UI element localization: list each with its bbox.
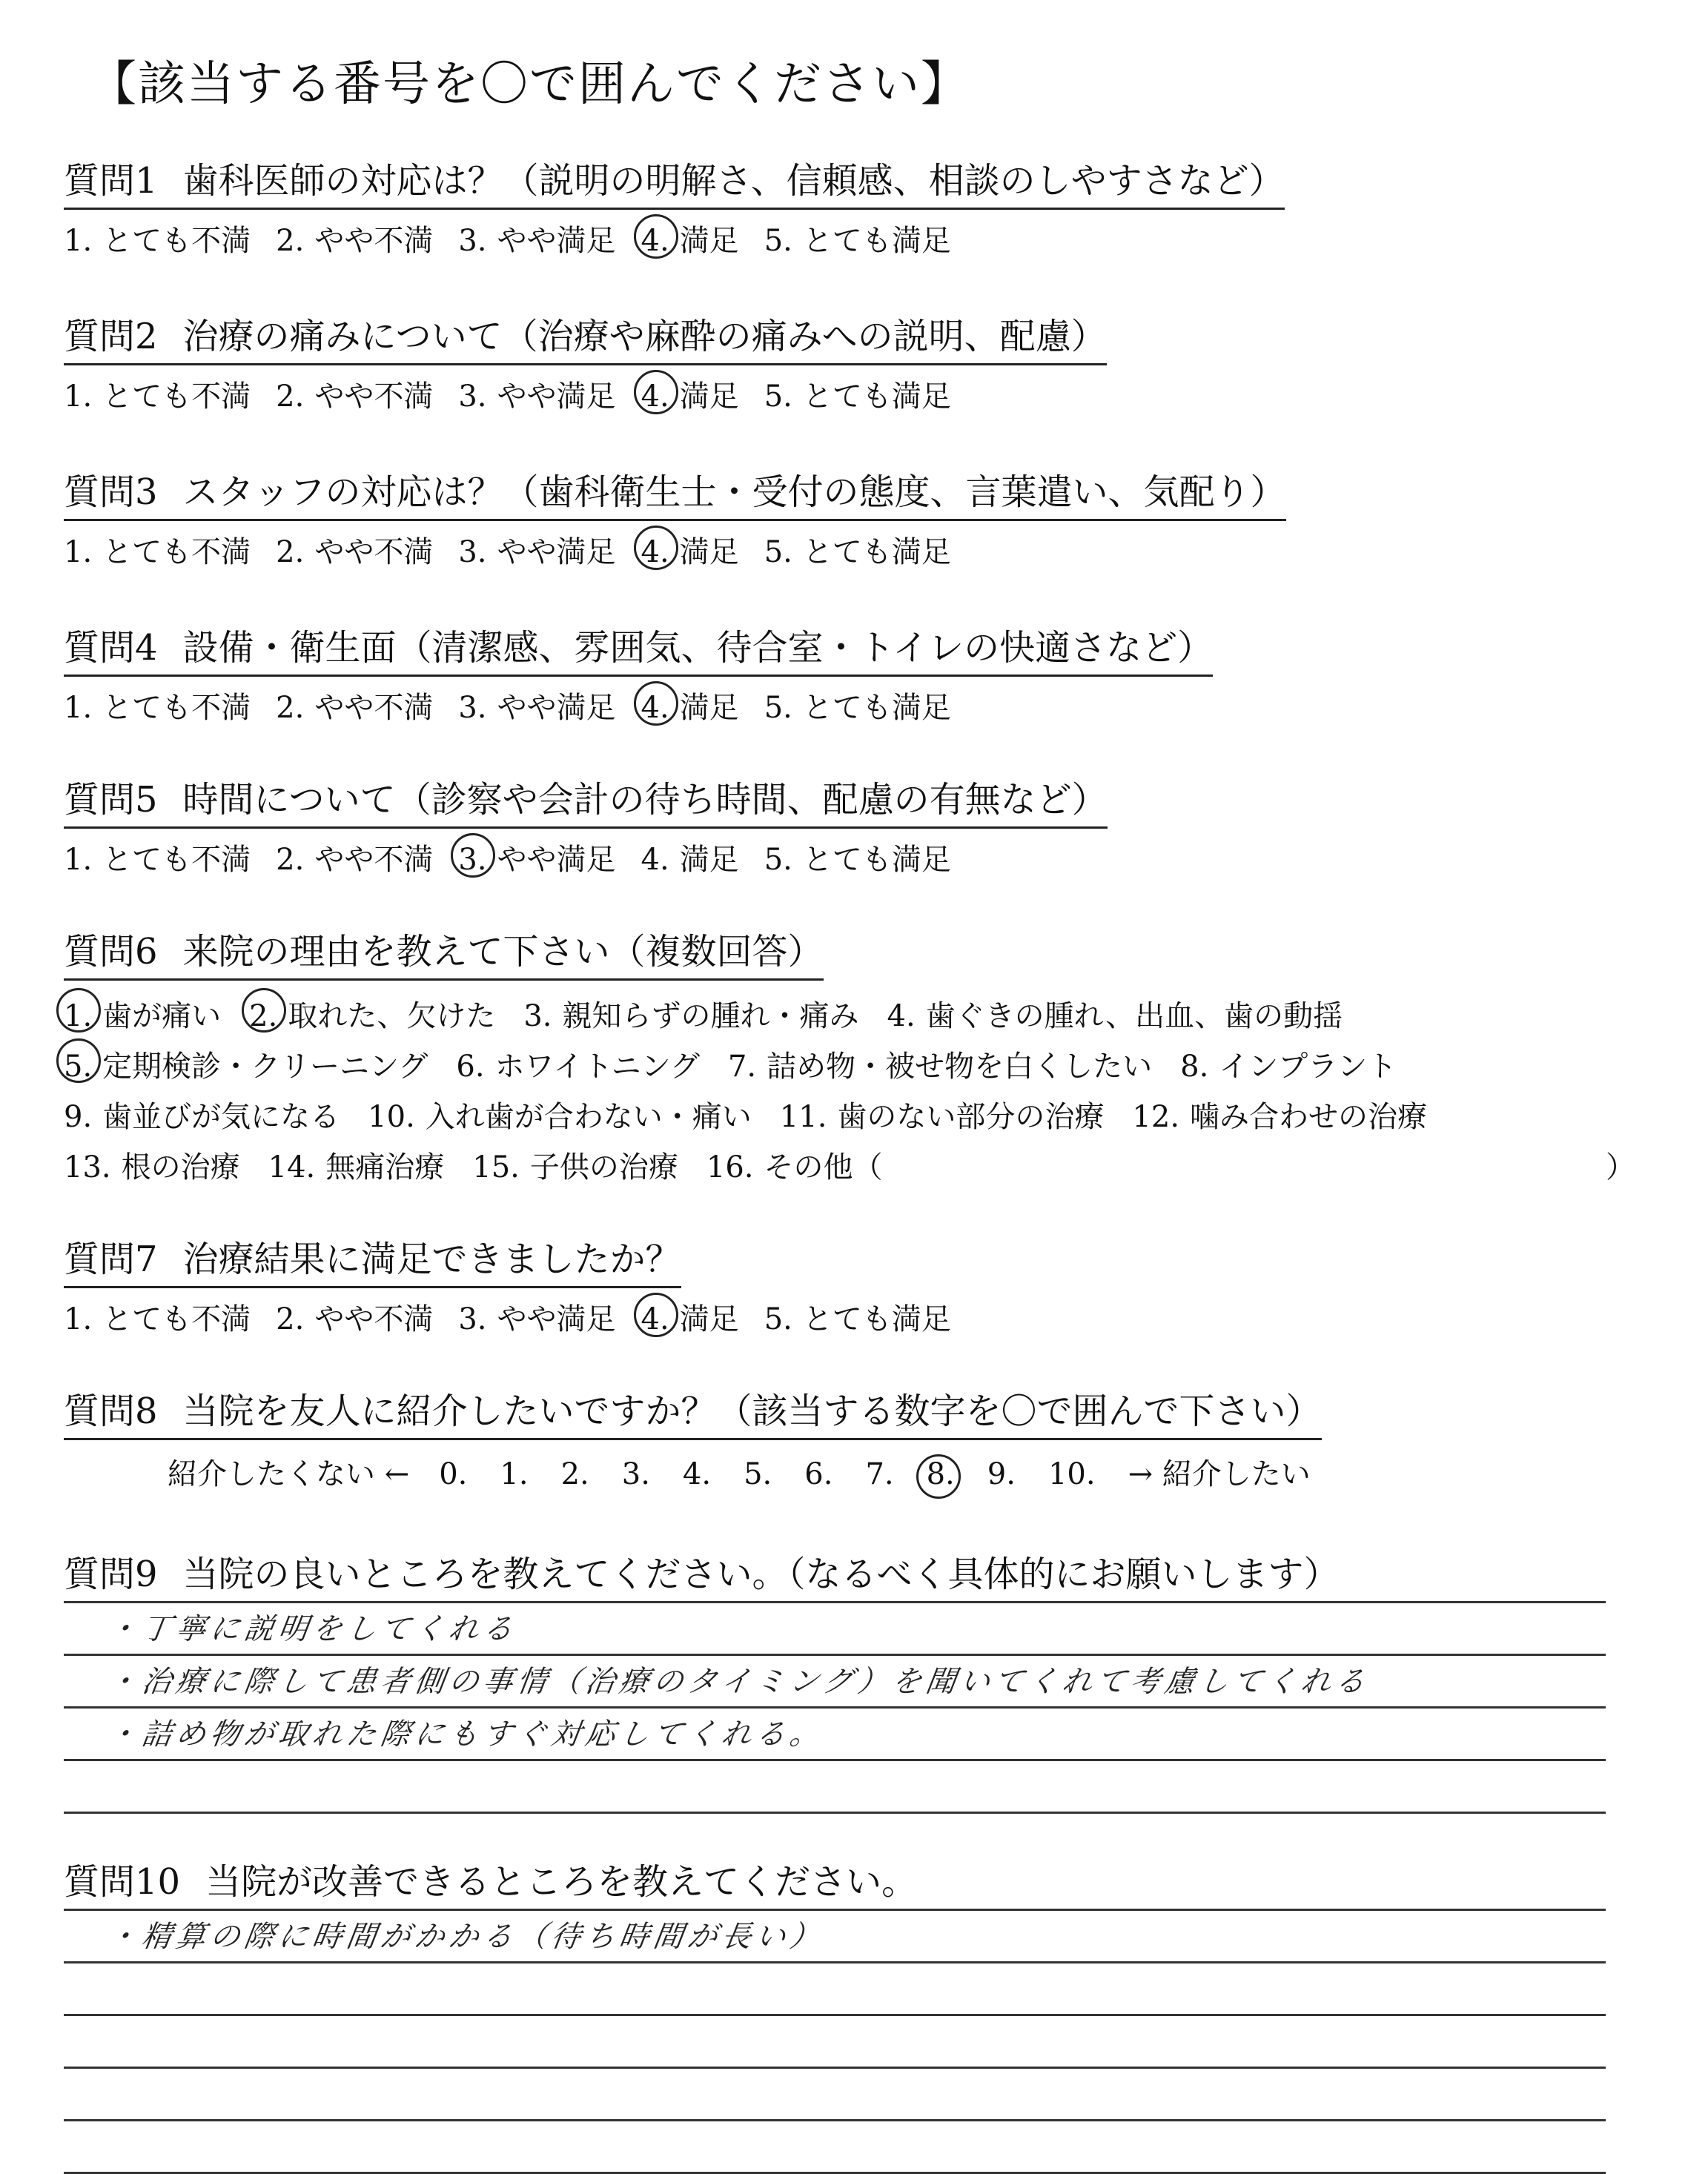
answer-option[interactable] bbox=[64, 373, 251, 415]
option-number: 5. bbox=[764, 691, 792, 725]
option-number: 16. bbox=[706, 1150, 754, 1184]
question-number: 質問7 bbox=[64, 1239, 158, 1280]
option-label: やや不満 bbox=[314, 843, 434, 877]
option-number: 8. bbox=[1180, 1050, 1209, 1084]
option-number: 1. bbox=[64, 380, 93, 414]
question-header bbox=[64, 1230, 681, 1288]
handwritten-answer: ・丁寧に説明をしてくれる bbox=[105, 1612, 520, 1646]
option-label: 満足 bbox=[679, 535, 739, 569]
option-number: 1. bbox=[64, 1302, 93, 1336]
selected-option-number: 4. bbox=[640, 1302, 669, 1336]
option-number: 5. bbox=[764, 843, 792, 877]
question-text: 当院を友人に紹介したいですか？（該当する数字を〇で囲んで下さい） bbox=[182, 1391, 1322, 1432]
choice-row: 13. 根の治療 14. 無痛治療 15. 子供の治療 16. その他（ ） bbox=[64, 1142, 1455, 1193]
option-number: 15. bbox=[472, 1150, 520, 1184]
answer-option[interactable] bbox=[458, 373, 615, 415]
answer-option[interactable] bbox=[641, 217, 739, 259]
answer-options bbox=[64, 684, 1213, 726]
scale-option[interactable] bbox=[987, 1457, 1026, 1491]
option-label: やや満足 bbox=[497, 535, 616, 569]
option-label: やや不満 bbox=[314, 535, 434, 569]
option-label: 満足 bbox=[679, 380, 739, 414]
question-block bbox=[64, 1230, 976, 1338]
option-label: 歯並びが気になる bbox=[102, 1100, 340, 1134]
option-label: やや満足 bbox=[497, 843, 616, 877]
question-block bbox=[64, 619, 1213, 726]
scale-option[interactable] bbox=[622, 1457, 661, 1491]
option-label: 歯のない部分の治療 bbox=[837, 1100, 1105, 1134]
question-block bbox=[64, 923, 1635, 1193]
question-number: 質問8 bbox=[64, 1391, 158, 1432]
answer-line bbox=[64, 1894, 1606, 1911]
question-number: 質問2 bbox=[64, 316, 158, 357]
answer-line[interactable] bbox=[64, 1656, 1606, 1709]
question-number: 質問5 bbox=[64, 779, 158, 821]
scale-number: 2. bbox=[560, 1457, 589, 1491]
question-text: 設備・衛生面（清潔感、雰囲気、待合室・トイレの快適さなど） bbox=[182, 627, 1214, 669]
question-text: 歯科医師の対応は？（説明の明解さ、信頼感、相談のしやすさなど） bbox=[182, 160, 1285, 202]
option-number: 2. bbox=[276, 691, 305, 725]
scale-number: 0. bbox=[439, 1457, 468, 1491]
answer-option[interactable] bbox=[276, 528, 433, 571]
option-number: 1. bbox=[64, 691, 93, 725]
handwritten-answer: ・治療に際して患者側の事情（治療のタイミング）を聞いてくれて考慮してくれる bbox=[105, 1665, 1372, 1699]
answer-option[interactable] bbox=[764, 217, 951, 259]
answer-line[interactable] bbox=[64, 2121, 1606, 2174]
answer-line[interactable] bbox=[64, 1603, 1606, 1656]
answer-line bbox=[64, 1586, 1606, 1603]
answer-option[interactable] bbox=[1180, 1041, 1397, 1092]
answer-option[interactable] bbox=[456, 1041, 700, 1092]
scale-number: 6. bbox=[804, 1457, 833, 1491]
option-number: 3. bbox=[458, 1302, 487, 1336]
option-number: 2. bbox=[276, 1302, 305, 1336]
option-number: 1. bbox=[64, 224, 93, 258]
answer-option[interactable] bbox=[472, 1142, 678, 1193]
question-header bbox=[64, 308, 1107, 365]
answer-option[interactable] bbox=[641, 528, 739, 571]
answer-option[interactable] bbox=[458, 217, 615, 259]
option-label: とても不満 bbox=[102, 691, 251, 725]
option-number: 3. bbox=[458, 691, 487, 725]
option-number: 2. bbox=[276, 380, 305, 414]
question-block bbox=[64, 771, 1108, 878]
selected-option-number: 4. bbox=[640, 535, 669, 569]
selected-option-number: 1. bbox=[64, 991, 92, 1041]
answer-options bbox=[64, 528, 1286, 571]
option-number: 4. bbox=[640, 843, 669, 877]
question-text: 治療の痛みについて（治療や麻酔の痛みへの説明、配慮） bbox=[182, 316, 1107, 357]
option-number: 3. bbox=[523, 999, 552, 1033]
option-label: 定期検診・クリーニング bbox=[102, 1050, 428, 1084]
answer-option[interactable] bbox=[764, 836, 951, 878]
option-label: インプラント bbox=[1219, 1050, 1397, 1084]
question-number: 質問1 bbox=[64, 160, 158, 202]
answer-option[interactable] bbox=[64, 836, 251, 878]
answer-option[interactable] bbox=[249, 991, 495, 1041]
answer-option[interactable] bbox=[368, 1092, 752, 1142]
answer-option[interactable] bbox=[458, 684, 615, 726]
question-block bbox=[64, 1382, 1322, 1493]
answer-option[interactable] bbox=[458, 528, 615, 571]
answer-option[interactable] bbox=[64, 991, 221, 1041]
option-label: 満足 bbox=[679, 691, 739, 725]
option-label: 無痛治療 bbox=[325, 1150, 445, 1184]
choice-row bbox=[64, 991, 1455, 1041]
option-label: ホワイトニング bbox=[494, 1050, 700, 1084]
scale-option[interactable] bbox=[439, 1457, 477, 1491]
option-number: 1. bbox=[64, 535, 93, 569]
answer-option[interactable] bbox=[458, 836, 615, 878]
answer-option[interactable] bbox=[268, 1142, 445, 1193]
option-label: やや不満 bbox=[314, 224, 434, 258]
question-text: 治療結果に満足できましたか？ bbox=[182, 1239, 681, 1280]
answer-option[interactable] bbox=[641, 1296, 739, 1338]
option-label: やや満足 bbox=[497, 224, 616, 258]
answer-option[interactable] bbox=[64, 684, 251, 726]
option-label: とても不満 bbox=[102, 224, 251, 258]
selected-option-number: 5. bbox=[64, 1041, 92, 1092]
answer-option[interactable] bbox=[276, 836, 433, 878]
answer-options bbox=[64, 1296, 976, 1338]
option-label: 根の治療 bbox=[121, 1150, 240, 1184]
answer-option[interactable] bbox=[458, 1296, 615, 1338]
option-label: とても満足 bbox=[802, 380, 951, 414]
option-label: やや満足 bbox=[497, 691, 616, 725]
question-number: 質問10 bbox=[64, 1861, 181, 1903]
question-block bbox=[64, 463, 1286, 571]
question-header bbox=[64, 1382, 1322, 1440]
answer-option[interactable] bbox=[64, 528, 251, 571]
scale-option[interactable] bbox=[561, 1457, 600, 1491]
option-label: とても不満 bbox=[102, 843, 251, 877]
option-label: 親知らずの腫れ・痛み bbox=[562, 999, 859, 1033]
answer-option[interactable] bbox=[764, 684, 951, 726]
answer-options bbox=[64, 373, 1107, 415]
question-header bbox=[64, 152, 1285, 210]
selected-option-number: 4. bbox=[640, 380, 669, 414]
option-number: 3. bbox=[458, 224, 487, 258]
option-number: 6. bbox=[456, 1050, 485, 1084]
option-label: 歯が痛い bbox=[102, 999, 222, 1033]
option-label: とても満足 bbox=[802, 691, 951, 725]
choice-row bbox=[64, 1041, 1455, 1092]
answer-options bbox=[64, 217, 1285, 259]
question-header bbox=[64, 771, 1108, 829]
answer-option[interactable] bbox=[764, 1296, 951, 1338]
option-label: 満足 bbox=[679, 1302, 739, 1336]
option-number: 2. bbox=[276, 843, 305, 877]
option-number: 5. bbox=[764, 380, 792, 414]
answer-option[interactable] bbox=[276, 373, 433, 415]
option-label: やや不満 bbox=[314, 1302, 434, 1336]
answer-line[interactable] bbox=[64, 1963, 1606, 2016]
option-label: 詰め物・被せ物を白くしたい bbox=[767, 1050, 1153, 1084]
question-number: 質問6 bbox=[64, 931, 158, 972]
option-label: 子供の治療 bbox=[529, 1150, 678, 1184]
answer-option[interactable] bbox=[641, 684, 739, 726]
question-text: 当院の良いところを教えてください。（なるべく具体的にお願いします） bbox=[182, 1554, 1340, 1595]
selected-option-number: 3. bbox=[458, 843, 487, 877]
answer-lines bbox=[64, 1586, 1606, 1814]
answer-option[interactable] bbox=[887, 991, 1343, 1041]
scale-option[interactable] bbox=[744, 1457, 782, 1491]
answer-options bbox=[64, 836, 1108, 878]
option-number: 14. bbox=[268, 1150, 316, 1184]
option-number: 4. bbox=[887, 999, 916, 1033]
option-number: 11. bbox=[779, 1100, 827, 1134]
option-number: 13. bbox=[64, 1150, 111, 1184]
question-number: 質問4 bbox=[64, 627, 158, 669]
question-header bbox=[64, 923, 824, 981]
question-text: 当院が改善できるところを教えてください。 bbox=[205, 1861, 918, 1903]
answer-option[interactable] bbox=[276, 1296, 433, 1338]
question-text: 来院の理由を教えて下さい（複数回答） bbox=[182, 931, 824, 972]
answer-option[interactable] bbox=[276, 684, 433, 726]
answer-option[interactable] bbox=[1132, 1092, 1427, 1142]
option-label: やや不満 bbox=[314, 380, 434, 414]
question-block bbox=[64, 152, 1285, 259]
option-label: とても不満 bbox=[102, 1302, 251, 1336]
handwritten-answer: ・詰め物が取れた際にもすぐ対応してくれる。 bbox=[105, 1717, 827, 1752]
answer-option[interactable] bbox=[64, 217, 251, 259]
recommend-scale bbox=[168, 1451, 1322, 1493]
question-text: 時間について（診察や会計の待ち時間、配慮の有無など） bbox=[182, 779, 1108, 821]
answer-option[interactable] bbox=[764, 373, 951, 415]
option-number: 2. bbox=[276, 224, 305, 258]
scale-number: 1. bbox=[500, 1457, 529, 1491]
answer-option[interactable] bbox=[64, 1092, 340, 1142]
scale-option[interactable] bbox=[500, 1457, 538, 1491]
answer-option[interactable] bbox=[64, 1142, 240, 1193]
option-label: 満足 bbox=[679, 224, 739, 258]
selected-scale-number: 8. bbox=[926, 1457, 955, 1491]
option-number: 3. bbox=[458, 380, 487, 414]
selected-option-number: 4. bbox=[640, 224, 669, 258]
answer-option[interactable] bbox=[764, 528, 951, 571]
answer-option[interactable] bbox=[780, 1092, 1105, 1142]
option-number: 1. bbox=[64, 843, 93, 877]
answer-lines bbox=[64, 1894, 1606, 2174]
option-label: やや満足 bbox=[497, 1302, 616, 1336]
answer-option[interactable] bbox=[64, 1041, 428, 1092]
scale-number: 3. bbox=[621, 1457, 650, 1491]
answer-option[interactable] bbox=[728, 1041, 1152, 1092]
option-label: 満足 bbox=[679, 843, 739, 877]
answer-line[interactable] bbox=[64, 1761, 1606, 1814]
answer-line[interactable] bbox=[64, 1709, 1606, 1761]
option-number: 12. bbox=[1132, 1100, 1180, 1134]
option-label: 入れ歯が合わない・痛い bbox=[425, 1100, 752, 1134]
scale-number: 9. bbox=[987, 1457, 1016, 1491]
option-label: とても不満 bbox=[102, 380, 251, 414]
question-text: スタッフの対応は？（歯科衛生士・受付の態度、言葉遣い、気配り） bbox=[182, 471, 1286, 513]
answer-option[interactable] bbox=[706, 1142, 883, 1193]
answer-line[interactable] bbox=[64, 2069, 1606, 2121]
option-number: 5. bbox=[764, 535, 792, 569]
scale-option[interactable] bbox=[683, 1457, 721, 1491]
option-label: やや満足 bbox=[497, 380, 616, 414]
option-label: とても満足 bbox=[802, 535, 951, 569]
multi-choice-list bbox=[64, 991, 1635, 1193]
page-title: 【該当する番号を〇で囲んでください】 bbox=[89, 57, 970, 112]
answer-option[interactable] bbox=[523, 991, 858, 1041]
scale-option[interactable] bbox=[804, 1457, 843, 1491]
option-label: 歯ぐきの腫れ、出血、歯の動揺 bbox=[925, 999, 1343, 1033]
option-label: やや不満 bbox=[314, 691, 434, 725]
option-label: その他（ bbox=[764, 1150, 883, 1184]
scale-left-label: 紹介したくない ← bbox=[168, 1457, 410, 1491]
option-number: 5. bbox=[764, 224, 792, 258]
question-header bbox=[64, 619, 1213, 677]
option-label: 取れた、欠けた bbox=[288, 999, 496, 1033]
option-number: 2. bbox=[276, 535, 305, 569]
selected-option-number: 2. bbox=[249, 991, 277, 1041]
choice-row bbox=[64, 1092, 1455, 1142]
scale-number: 5. bbox=[744, 1457, 772, 1491]
option-label: とても満足 bbox=[802, 224, 951, 258]
question-number: 質問3 bbox=[64, 471, 158, 513]
option-label: とても不満 bbox=[102, 535, 251, 569]
scale-number: 7. bbox=[865, 1457, 894, 1491]
answer-option[interactable] bbox=[641, 373, 739, 415]
option-number: 5. bbox=[764, 1302, 792, 1336]
answer-line[interactable] bbox=[64, 2016, 1606, 2069]
scale-option[interactable] bbox=[927, 1457, 965, 1491]
answer-option[interactable] bbox=[641, 836, 739, 878]
answer-option[interactable] bbox=[276, 217, 433, 259]
answer-line[interactable] bbox=[64, 1911, 1606, 1963]
option-number: 7. bbox=[727, 1050, 757, 1084]
question-number: 質問9 bbox=[64, 1554, 158, 1595]
scale-option[interactable] bbox=[865, 1457, 904, 1491]
selected-option-number: 4. bbox=[640, 691, 669, 725]
scale-option[interactable] bbox=[1048, 1457, 1106, 1491]
answer-option[interactable] bbox=[64, 1296, 251, 1338]
option-label: とても満足 bbox=[802, 1302, 951, 1336]
option-number: 10. bbox=[368, 1100, 415, 1134]
option-number: 3. bbox=[458, 535, 487, 569]
option-label: とても満足 bbox=[802, 843, 951, 877]
option-label: 噛み合わせの治療 bbox=[1190, 1100, 1428, 1134]
option-number: 9. bbox=[64, 1100, 93, 1134]
scale-number: 10. bbox=[1047, 1457, 1096, 1491]
scale-number: 4. bbox=[682, 1457, 712, 1491]
question-header bbox=[64, 463, 1286, 521]
scale-right-label: → 紹介したい bbox=[1128, 1457, 1311, 1491]
handwritten-answer: ・精算の際に時間がかかる（待ち時間が長い） bbox=[105, 1920, 827, 1954]
question-block bbox=[64, 308, 1107, 415]
